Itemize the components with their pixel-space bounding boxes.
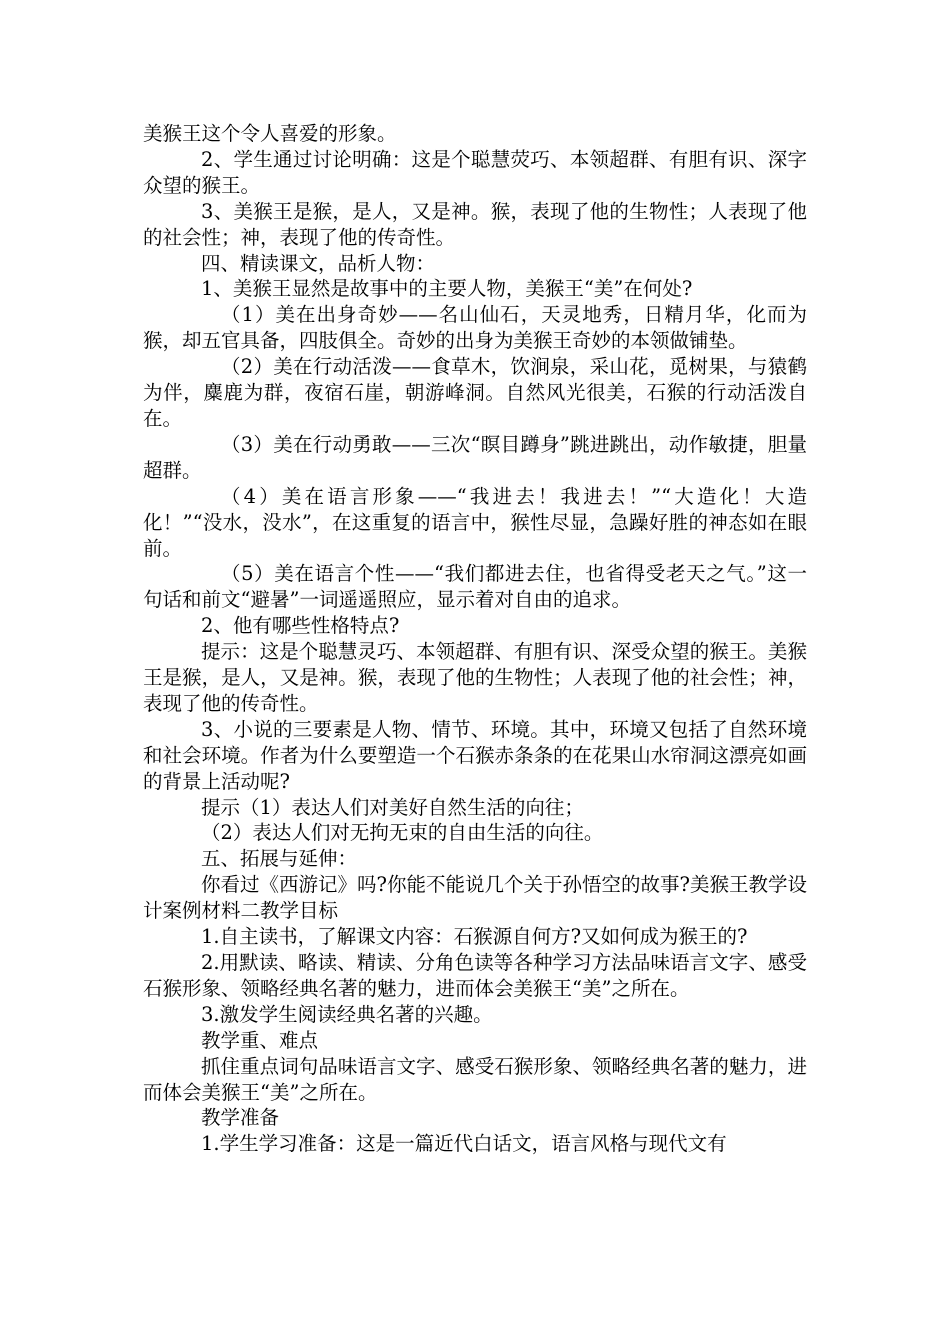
paragraph: 3、美猴王是猴，是人，又是神。猴，表现了他的生物性；人表现了他的社会性；神，表现了他的传奇性。 xyxy=(143,199,807,249)
paragraph: （1）美在出身奇妙——名山仙石，天灵地秀，日精月华，化而为猴，却五官具备，四肢俱全。奇妙的出身为美猴王奇妙的本领做铺垫。 xyxy=(143,303,807,353)
paragraph: （2）美在行动活泼——食草木，饮涧泉，采山花，觅树果，与猿鹤为伴，麋鹿为群，夜宿石崖，朝游峰洞。自然风光很美，石猴的行动活泼自在。 xyxy=(143,355,807,430)
paragraph: （4）美在语言形象——“我进去！我进去！”“大造化！大造化！”“没水，没水”，在这重复的语言中，猴性尽显，急躁好胜的神态如在眼前。 xyxy=(143,484,807,560)
paragraph: 1.自主读书，了解课文内容：石猴源自何方?又如何成为猴王的? xyxy=(201,925,748,949)
paragraph: （5）美在语言个性——“我们都进去住，也省得受老天之气。”这一句话和前文“避暑”一词遥遥照应，显示着对自由的追求。 xyxy=(143,562,807,612)
paragraph: （2）表达人们对无拘无束的自由生活的向往。 xyxy=(201,821,604,845)
paragraph: 提示（1）表达人们对美好自然生活的向往； xyxy=(201,795,584,819)
paragraph: 3、小说的三要素是人物、情节、环境。其中，环境又包括了自然环境和社会环境。作者为什么要塑造一个石猴赤条条的在花果山水帘洞这漂亮如画的背景上活动呢? xyxy=(143,717,807,793)
paragraph: 提示：这是个聪慧灵巧、本领超群、有胆有识、深受众望的猴王。美猴王是猴，是人，又是神。猴，表现了他的生物性；人表现了他的社会性；神，表现了他的传奇性。 xyxy=(143,640,807,715)
paragraph: （3）美在行动勇敢——三次“瞑目蹲身”跳进跳出，动作敏捷，胆量超群。 xyxy=(143,432,807,482)
section-heading: 四、精读课文，品析人物： xyxy=(201,251,436,275)
paragraph: 你看过《西游记》吗?你能不能说几个关于孙悟空的故事?美猴王教学设计案例材料二教学目标 xyxy=(143,873,807,923)
paragraph: 抓住重点词句品味语言文字、感受石猴形象、领略经典名著的魅力，进而体会美猴王“美”之所在。 xyxy=(143,1054,807,1104)
paragraph: 2.用默读、略读、精读、分角色读等各种学习方法品味语言文字、感受石猴形象、领略经典名著的魅力，进而体会美猴王“美”之所在。 xyxy=(143,951,807,1000)
paragraph: 1、美猴王显然是故事中的主要人物，美猴王“美”在何处? xyxy=(201,277,693,301)
paragraph: 2、他有哪些性格特点? xyxy=(201,614,400,638)
paragraph: 3.激发学生阅读经典名著的兴趣。 xyxy=(201,1002,493,1026)
section-heading: 教学重、难点 xyxy=(201,1028,319,1052)
document-body xyxy=(143,121,807,1157)
section-heading: 五、拓展与延伸： xyxy=(201,847,358,871)
paragraph: 1.学生学习准备：这是一篇近代白话文，语言风格与现代文有 xyxy=(201,1132,727,1156)
section-heading: 教学准备 xyxy=(201,1106,280,1130)
paragraph: 美猴王这个令人喜爱的形象。 xyxy=(143,122,397,145)
paragraph: 2、学生通过讨论明确：这是个聪慧荧巧、本领超群、有胆有识、深字众望的猴王。 xyxy=(143,147,807,197)
